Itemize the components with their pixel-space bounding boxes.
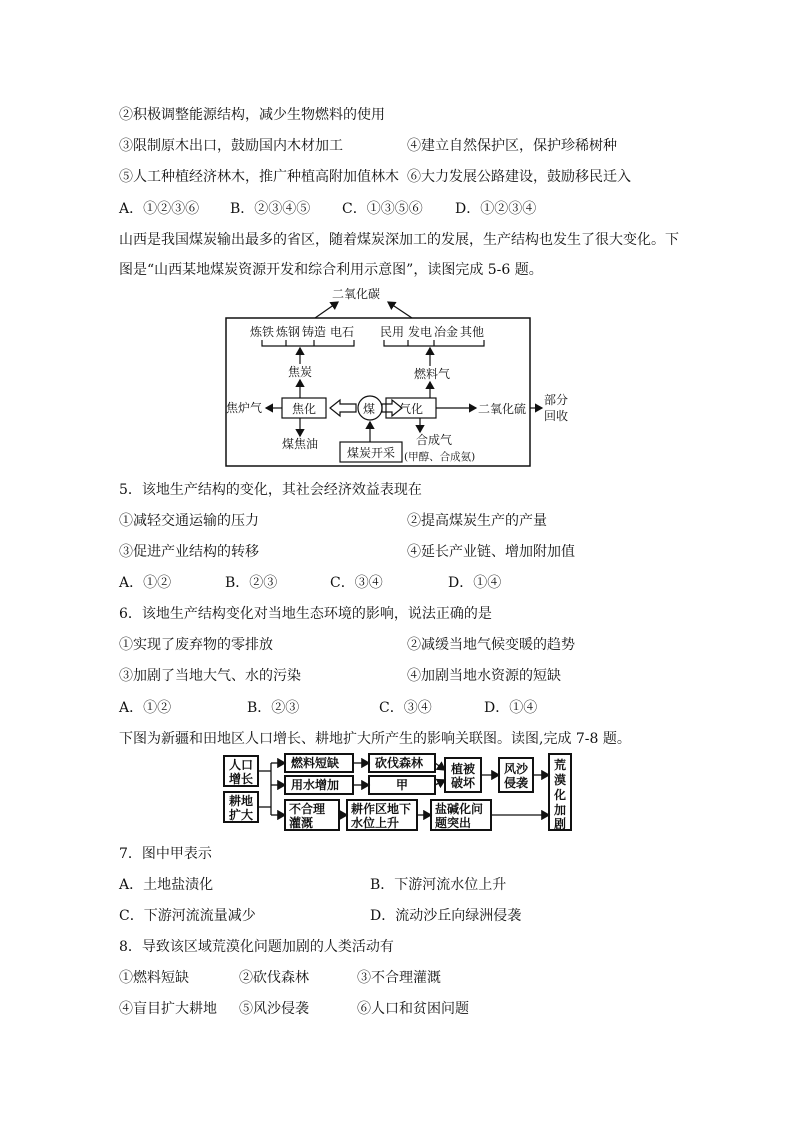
groundwater-2: 水位上升 — [351, 816, 400, 830]
q4-option-6: ⑥大力发展公路建设，鼓励移民迁入 — [407, 169, 631, 185]
q8-option-1: ①燃料短缺 — [119, 970, 189, 986]
use-casting: 铸造 — [302, 325, 327, 339]
coke-label: 焦炭 — [288, 365, 313, 379]
groundwater-1: 耕作区地下 — [351, 802, 412, 816]
q8-option-3: ③不合理灌溉 — [357, 970, 441, 986]
land-expand-2: 扩大 — [229, 808, 254, 822]
q8-option-4: ④盲目扩大耕地 — [119, 1001, 217, 1017]
desert-char-3: 化 — [554, 788, 567, 802]
intro-5-6-line1: 山西是我国煤炭输出最多的省区，随着煤炭深加工的发展，生产结构也发生了很大变化。下 — [119, 232, 679, 248]
q4-choice-c: C．①③⑤⑥ — [342, 201, 423, 217]
use-other: 其他 — [460, 325, 485, 339]
coking-box: 焦化 — [292, 402, 317, 416]
fuel-shortage-box: 燃料短缺 — [291, 756, 340, 770]
mining-box: 煤炭开采 — [347, 446, 396, 460]
so2-label: 二氧化硫 — [478, 402, 527, 416]
use-iron: 炼铁 — [250, 325, 275, 339]
q5-option-4: ④延长产业链、增加附加值 — [407, 544, 575, 560]
q7-option-d: D．流动沙丘向绿洲侵袭 — [370, 908, 522, 924]
q4-choice-a: A．①②③⑥ — [119, 201, 200, 217]
veg-damage-2: 破坏 — [451, 776, 476, 790]
q7-option-b: B．下游河流水位上升 — [370, 877, 507, 893]
sand-attack-2: 侵袭 — [504, 776, 529, 790]
q4-option-2: ②积极调整能源结构，减少生物燃料的使用 — [119, 107, 385, 123]
q5-choice-a: A．①② — [119, 575, 172, 591]
irrigation-1: 不合理 — [289, 802, 326, 816]
land-expand-1: 耕地 — [229, 794, 254, 808]
q4-option-3: ③限制原木出口，鼓励国内木材加工 — [119, 138, 343, 154]
deforestation-box: 砍伐森林 — [375, 756, 424, 770]
q6-stem: 6．该地生产结构变化对当地生态环境的影响，说法正确的是 — [119, 606, 492, 622]
q5-choice-d: D．①④ — [448, 575, 502, 591]
q8-stem: 8．导致该区域荒漠化问题加剧的人类活动有 — [119, 939, 394, 955]
desert-char-1: 荒 — [554, 758, 567, 772]
irrigation-2: 灌溉 — [289, 816, 314, 830]
q8-option-2: ②砍伐森林 — [239, 970, 309, 986]
desert-char-5: 剧 — [554, 817, 567, 831]
partial-label: 部分 — [544, 393, 569, 407]
syngas-note: (甲醇、合成氨) — [404, 451, 476, 463]
water-increase-box: 用水增加 — [291, 778, 340, 792]
syngas-label: 合成气 — [416, 433, 453, 447]
q6-option-1: ①实现了废弃物的零排放 — [119, 637, 273, 653]
pop-growth-1: 人口 — [229, 758, 254, 772]
jia-box: 甲 — [396, 778, 409, 792]
gasify-box: 气化 — [399, 402, 424, 416]
intro-7-8: 下图为新疆和田地区人口增长、耕地扩大所产生的影响关联图。读图,完成 7-8 题。 — [119, 731, 631, 747]
use-steel: 炼钢 — [276, 325, 301, 339]
coal-utilization-diagram — [220, 286, 590, 470]
q6-choice-c: C．③④ — [379, 700, 432, 716]
q5-option-3: ③促进产业结构的转移 — [119, 544, 259, 560]
sand-attack-1: 风沙 — [504, 762, 529, 776]
q5-option-2: ②提高煤炭生产的产量 — [407, 513, 547, 529]
q5-option-1: ①减轻交通运输的压力 — [119, 513, 259, 529]
intro-5-6-line2: 图是“山西某地煤炭资源开发和综合利用示意图”，读图完成 5-6 题。 — [119, 262, 543, 278]
q6-choice-d: D．①④ — [484, 700, 538, 716]
fuel-gas-label: 燃料气 — [414, 367, 451, 381]
q7-stem: 7．图中甲表示 — [119, 846, 212, 862]
use-civil: 民用 — [380, 325, 405, 339]
salinization-1: 盐碱化问 — [435, 802, 484, 816]
q7-option-c: C．下游河流流量减少 — [119, 908, 256, 924]
q5-stem: 5．该地生产结构的变化，其社会经济效益表现在 — [119, 482, 422, 498]
use-metallurgy: 冶金 — [434, 325, 459, 339]
q4-choice-b: B．②③④⑤ — [230, 201, 311, 217]
q6-choice-b: B．②③ — [247, 700, 300, 716]
coal-circle: 煤 — [363, 402, 376, 416]
q4-option-4: ④建立自然保护区，保护珍稀树种 — [407, 138, 617, 154]
use-carbide: 电石 — [330, 325, 355, 339]
desertification-diagram — [221, 752, 575, 834]
desert-char-2: 漠 — [554, 773, 567, 787]
q8-option-6: ⑥人口和贫困问题 — [357, 1001, 469, 1017]
q6-choice-a: A．①② — [119, 700, 172, 716]
pop-growth-2: 增长 — [229, 772, 254, 786]
q4-choice-d: D．①②③④ — [455, 201, 537, 217]
recover-label: 回收 — [544, 409, 569, 423]
use-power: 发电 — [408, 325, 433, 339]
veg-damage-1: 植被 — [451, 762, 476, 776]
salinization-2: 题突出 — [435, 816, 472, 830]
q6-option-4: ④加剧当地水资源的短缺 — [407, 668, 561, 684]
coke-gas-label: 焦炉气 — [226, 401, 263, 415]
desert-char-4: 加 — [554, 803, 567, 817]
q4-option-5: ⑤人工种植经济林木，推广种植高附加值林木 — [119, 169, 399, 185]
q5-choice-b: B．②③ — [225, 575, 278, 591]
co2-top-label: 二氧化碳 — [332, 287, 381, 301]
q6-option-3: ③加剧了当地大气、水的污染 — [119, 668, 301, 684]
q5-choice-c: C．③④ — [330, 575, 383, 591]
q7-option-a: A．土地盐渍化 — [119, 877, 214, 893]
q6-option-2: ②减缓当地气候变暖的趋势 — [407, 637, 575, 653]
q8-option-5: ⑤风沙侵袭 — [239, 1001, 309, 1017]
tar-label: 煤焦油 — [282, 437, 319, 451]
